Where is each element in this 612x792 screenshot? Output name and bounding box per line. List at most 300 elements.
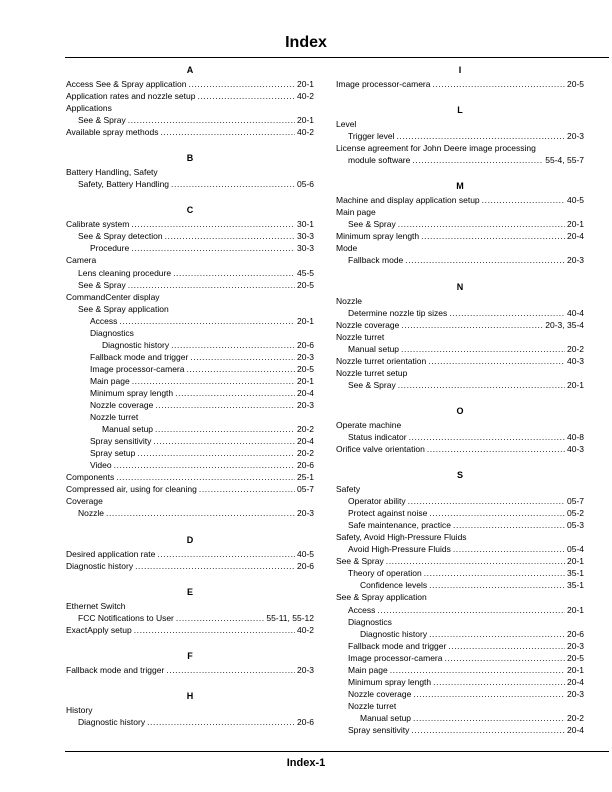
index-entry[interactable]	[336, 130, 584, 142]
page-reference: 30-1	[296, 219, 314, 230]
dot-leader	[429, 507, 565, 519]
dot-leader	[453, 543, 565, 555]
dot-leader	[412, 154, 543, 166]
index-entry[interactable]	[336, 78, 584, 90]
dot-leader	[408, 495, 565, 507]
index-entry[interactable]	[336, 519, 584, 531]
index-term: Components	[66, 472, 115, 483]
index-term: Procedure	[90, 243, 130, 254]
page-reference: 20-1	[296, 79, 314, 89]
dot-leader	[116, 471, 295, 483]
index-entry[interactable]	[66, 126, 314, 138]
index-term: Minimum spray length	[90, 387, 174, 398]
index-entry[interactable]	[66, 423, 314, 435]
index-entry[interactable]	[66, 327, 314, 339]
index-term: Nozzle	[336, 295, 362, 306]
dot-leader	[160, 126, 295, 138]
index-entry[interactable]	[66, 560, 314, 572]
index-column-left	[66, 64, 314, 728]
index-term: Image processor-camera	[348, 652, 443, 663]
index-entry[interactable]	[336, 295, 584, 307]
page-reference: 20-4	[566, 724, 584, 735]
page-footer: Index-1	[286, 757, 326, 769]
index-term: Spray setup	[90, 448, 136, 459]
page-reference: 20-5	[296, 363, 314, 374]
index-term: Machine and display application setup	[336, 195, 480, 206]
index-entry[interactable]	[66, 548, 314, 560]
index-term: Fallback mode	[348, 255, 404, 266]
section-letter: S	[456, 470, 463, 481]
page-reference: 40-5	[566, 195, 584, 206]
index-entry[interactable]	[336, 483, 584, 495]
index-entry[interactable]	[66, 507, 314, 519]
index-entry[interactable]	[66, 435, 314, 447]
page-reference: 35-1	[566, 580, 584, 591]
page-reference: 40-8	[566, 431, 584, 442]
index-term: Nozzle coverage	[90, 400, 154, 411]
dot-leader	[119, 315, 295, 327]
index-entry[interactable]	[66, 114, 314, 126]
index-entry[interactable]	[336, 712, 584, 724]
dot-leader	[401, 319, 543, 331]
page-reference: 20-3	[566, 640, 584, 651]
index-term: Diagnostic history	[360, 628, 428, 639]
dot-leader	[135, 560, 295, 572]
index-entry[interactable]	[336, 443, 584, 455]
section-letter: O	[456, 405, 464, 416]
index-entry[interactable]	[66, 230, 314, 242]
index-entry[interactable]	[66, 291, 314, 303]
index-entry[interactable]	[66, 375, 314, 387]
index-entry[interactable]	[336, 724, 584, 736]
index-entry[interactable]	[66, 411, 314, 423]
index-term: Fallback mode and trigger	[348, 640, 447, 651]
index-term: Diagnostic history	[102, 339, 170, 350]
dot-leader	[377, 604, 565, 616]
index-term: Image processor-camera	[90, 363, 185, 374]
index-entry[interactable]	[66, 351, 314, 363]
index-entry[interactable]	[336, 676, 584, 688]
index-term: Spray sensitivity	[348, 724, 410, 735]
index-term: Access See & Spray application	[66, 79, 187, 89]
index-entry[interactable]	[336, 367, 584, 379]
index-term: Diagnostics	[90, 327, 134, 338]
index-entry[interactable]	[336, 555, 584, 567]
dot-leader	[176, 612, 265, 624]
index-entry[interactable]	[66, 471, 314, 483]
page-reference: 20-1	[296, 115, 314, 126]
dot-leader	[429, 579, 565, 591]
index-term: Nozzle coverage	[348, 688, 412, 699]
index-entry[interactable]	[66, 704, 314, 716]
index-entry[interactable]	[336, 230, 584, 242]
index-entry[interactable]	[336, 154, 584, 166]
index-term: Lens cleaning procedure	[78, 267, 172, 278]
index-entry[interactable]	[336, 688, 584, 700]
header-rule	[65, 57, 609, 58]
dot-leader	[131, 242, 295, 254]
index-entry[interactable]	[66, 254, 314, 266]
index-entry[interactable]	[336, 242, 584, 254]
index-entry[interactable]	[66, 315, 314, 327]
index-term: Access	[90, 315, 118, 326]
index-entry[interactable]	[66, 363, 314, 375]
index-entry[interactable]	[66, 242, 314, 254]
index-term: Trigger level	[348, 131, 395, 142]
index-entry[interactable]	[66, 218, 314, 230]
dot-leader	[432, 78, 565, 90]
index-term: Operate machine	[336, 419, 402, 430]
index-term: Diagnostic history	[78, 716, 146, 727]
index-term: Avoid High-Pressure Fluids	[348, 544, 451, 555]
index-entry[interactable]	[336, 419, 584, 431]
index-entry[interactable]	[336, 531, 584, 543]
index-term: Diagnostics	[348, 616, 392, 627]
index-entry[interactable]	[336, 628, 584, 640]
page-reference: 05-6	[296, 179, 314, 190]
index-term: Minimum spray length	[348, 676, 432, 687]
page-reference: 40-2	[296, 624, 314, 635]
index-entry[interactable]	[336, 591, 584, 603]
index-term: Nozzle turret orientation	[336, 355, 427, 366]
index-entry[interactable]	[336, 700, 584, 712]
section-letter: D	[186, 534, 194, 545]
index-entry[interactable]	[66, 303, 314, 315]
dot-leader	[165, 230, 295, 242]
index-term: Theory of operation	[348, 568, 422, 579]
index-entry[interactable]	[336, 218, 584, 230]
index-term: History	[66, 704, 93, 715]
index-term: Safety, Avoid High-Pressure Fluids	[336, 532, 467, 543]
page-reference: 20-1	[566, 604, 584, 615]
dot-leader	[128, 279, 295, 291]
index-term: See & Spray application	[336, 592, 427, 603]
section-letter: L	[457, 105, 463, 116]
dot-leader	[396, 130, 565, 142]
page-reference: 40-2	[296, 91, 314, 102]
index-term: Status indicator	[348, 431, 407, 442]
index-term: Determine nozzle tip sizes	[348, 307, 448, 318]
index-entry[interactable]	[336, 567, 584, 579]
index-entry[interactable]	[336, 616, 584, 628]
index-entry[interactable]	[66, 387, 314, 399]
index-term: See & Spray	[348, 379, 396, 390]
section-letter: M	[456, 181, 464, 192]
index-entry[interactable]	[66, 483, 314, 495]
index-entry[interactable]	[336, 640, 584, 652]
page-reference: 20-6	[296, 716, 314, 727]
dot-leader	[155, 423, 295, 435]
page-reference: 55-4, 55-7	[545, 155, 584, 166]
dot-leader	[453, 519, 565, 531]
dot-leader	[190, 351, 295, 363]
dot-leader	[153, 435, 295, 447]
index-term: Operator ability	[348, 496, 406, 507]
index-entry[interactable]	[336, 579, 584, 591]
index-term: Ethernet Switch	[66, 600, 126, 611]
index-term: See & Spray	[78, 279, 126, 290]
dot-leader	[398, 379, 565, 391]
index-entry[interactable]	[66, 459, 314, 471]
index-entry[interactable]	[336, 543, 584, 555]
dot-leader	[421, 230, 565, 242]
index-term: Nozzle turret setup	[336, 367, 408, 378]
page-reference: 20-1	[296, 375, 314, 386]
index-entry[interactable]	[336, 142, 584, 154]
index-term: Access	[348, 604, 376, 615]
index-term: module software	[348, 155, 411, 166]
index-entry[interactable]	[336, 307, 584, 319]
dot-leader	[137, 447, 295, 459]
dot-leader	[448, 640, 565, 652]
dot-leader	[171, 178, 295, 190]
index-entry[interactable]	[66, 399, 314, 411]
section-letter: I	[458, 65, 462, 75]
dot-leader	[147, 716, 295, 728]
page-reference: 05-4	[566, 544, 584, 555]
page-reference: 20-3, 35-4	[545, 319, 584, 330]
index-term: Nozzle coverage	[336, 319, 400, 330]
page-title: Index	[285, 34, 327, 51]
section-letter: N	[456, 281, 464, 292]
index-term: See & Spray	[348, 219, 396, 230]
page-reference: 20-4	[296, 436, 314, 447]
index-term: Applications	[66, 103, 112, 114]
index-term: See & Spray detection	[78, 231, 163, 242]
dot-leader	[175, 387, 295, 399]
index-entry[interactable]	[66, 600, 314, 612]
page-reference: 20-3	[296, 508, 314, 519]
dot-leader	[427, 443, 565, 455]
dot-leader	[132, 375, 295, 387]
index-term: Protect against noise	[348, 508, 428, 519]
index-term: Main page	[348, 664, 388, 675]
page-reference: 40-3	[566, 443, 584, 454]
index-entry[interactable]	[336, 431, 584, 443]
page-reference: 55-11, 55-12	[266, 612, 314, 623]
page-reference: 20-4	[566, 231, 584, 242]
index-entry[interactable]	[66, 279, 314, 291]
index-term: Manual setup	[360, 712, 412, 723]
index-entry[interactable]	[336, 604, 584, 616]
page-reference: 20-1	[296, 315, 314, 326]
page-reference: 40-3	[566, 355, 584, 366]
dot-leader	[424, 567, 565, 579]
dot-leader	[173, 267, 295, 279]
dot-leader	[482, 194, 565, 206]
page-reference: 20-6	[296, 460, 314, 471]
index-entry[interactable]	[336, 331, 584, 343]
index-entry[interactable]	[336, 194, 584, 206]
index-entry[interactable]	[66, 339, 314, 351]
page-reference: 20-2	[566, 343, 584, 354]
index-term: Camera	[66, 255, 97, 266]
index-entry[interactable]	[336, 254, 584, 266]
dot-leader	[433, 676, 565, 688]
page-reference: 05-3	[566, 520, 584, 531]
page-reference: 05-7	[296, 484, 314, 495]
page-reference: 30-3	[296, 231, 314, 242]
index-term: CommandCenter display	[66, 291, 160, 302]
index-term: Available spray methods	[66, 127, 159, 138]
dot-leader	[405, 254, 565, 266]
index-entry[interactable]	[66, 624, 314, 636]
index-term: FCC Notifications to User	[78, 612, 174, 623]
dot-leader	[386, 555, 565, 567]
dot-leader	[155, 399, 295, 411]
page-reference: 20-3	[296, 400, 314, 411]
page-reference: 35-1	[566, 568, 584, 579]
page-reference: 40-2	[296, 127, 314, 138]
index-entry[interactable]	[66, 495, 314, 507]
dot-leader	[134, 624, 295, 636]
index-term: Safety, Battery Handling	[78, 179, 170, 190]
dot-leader	[413, 688, 565, 700]
section-letter: B	[186, 153, 194, 164]
index-entry[interactable]	[336, 495, 584, 507]
index-term: ExactApply setup	[66, 624, 132, 635]
index-term: Main page	[336, 207, 376, 218]
page-reference: 05-7	[566, 496, 584, 507]
page-reference: 20-3	[566, 131, 584, 142]
dot-leader	[398, 218, 565, 230]
index-term: Manual setup	[348, 343, 400, 354]
dot-leader	[106, 507, 295, 519]
index-term: License agreement for John Deere image processing	[336, 143, 536, 154]
index-term: Diagnostic history	[66, 560, 134, 571]
index-term: Nozzle turret	[336, 331, 385, 342]
index-term: See & Spray	[336, 556, 384, 567]
index-term: Main page	[90, 375, 130, 386]
index-entry[interactable]	[66, 166, 314, 178]
page-reference: 20-2	[566, 712, 584, 723]
page-reference: 20-2	[296, 424, 314, 435]
index-term: Level	[336, 119, 357, 130]
page-reference: 20-5	[566, 79, 584, 89]
index-term: Spray sensitivity	[90, 436, 152, 447]
index-term: Compressed air, using for cleaning	[66, 484, 197, 495]
page-reference: 40-4	[566, 307, 584, 318]
index-entry[interactable]	[66, 716, 314, 728]
index-term: Safety	[336, 484, 361, 495]
dot-leader	[401, 343, 565, 355]
index-entry[interactable]	[336, 206, 584, 218]
page-reference: 20-3	[566, 255, 584, 266]
index-entry[interactable]	[66, 102, 314, 114]
section-letter: H	[186, 690, 194, 701]
dot-leader	[128, 114, 295, 126]
index-term: Orifice valve orientation	[336, 443, 425, 454]
index-term: Battery Handling, Safety	[66, 167, 158, 178]
dot-leader	[157, 548, 295, 560]
index-entry[interactable]	[66, 90, 314, 102]
index-term: Safe maintenance, practice	[348, 520, 452, 531]
index-entry[interactable]	[336, 343, 584, 355]
dot-leader	[390, 664, 565, 676]
dot-leader	[166, 664, 295, 676]
dot-leader	[428, 355, 565, 367]
index-term: Video	[90, 460, 112, 471]
page-reference: 20-3	[296, 664, 314, 675]
index-term: Manual setup	[102, 424, 154, 435]
index-entry[interactable]	[336, 664, 584, 676]
index-entry[interactable]	[66, 178, 314, 190]
index-term: See & Spray application	[78, 303, 169, 314]
index-entry[interactable]	[336, 379, 584, 391]
section-letter: E	[186, 586, 193, 597]
index-term: Nozzle turret	[348, 700, 397, 711]
dot-leader	[188, 78, 295, 90]
index-entry[interactable]	[336, 319, 584, 331]
index-term: Nozzle	[78, 508, 104, 519]
index-term: Mode	[336, 243, 358, 254]
page-reference: 20-3	[296, 351, 314, 362]
index-entry[interactable]	[336, 652, 584, 664]
page-reference: 20-5	[566, 652, 584, 663]
dot-leader	[114, 459, 295, 471]
page-reference: 45-5	[296, 267, 314, 278]
index-term: Fallback mode and trigger	[66, 664, 165, 675]
index-term: Application rates and nozzle setup	[66, 91, 196, 102]
index-term: See & Spray	[78, 115, 126, 126]
page-reference: 20-4	[566, 676, 584, 687]
page-reference: 05-2	[566, 508, 584, 519]
dot-leader	[186, 363, 295, 375]
index-term: Desired application rate	[66, 548, 156, 559]
dot-leader	[449, 307, 565, 319]
index-entry[interactable]	[336, 355, 584, 367]
index-entry[interactable]	[66, 78, 314, 90]
index-entry[interactable]	[66, 664, 314, 676]
section-letter: F	[187, 650, 193, 661]
dot-leader	[131, 218, 295, 230]
section-letter: C	[186, 205, 194, 216]
dot-leader	[411, 724, 565, 736]
index-entry[interactable]	[66, 612, 314, 624]
dot-leader	[429, 628, 565, 640]
index-term: Fallback mode and trigger	[90, 351, 189, 362]
dot-leader	[197, 90, 295, 102]
page-reference: 20-4	[296, 387, 314, 398]
page-reference: 20-1	[566, 379, 584, 390]
page-reference: 20-6	[566, 628, 584, 639]
index-entry[interactable]	[336, 507, 584, 519]
index-entry[interactable]	[66, 267, 314, 279]
dot-leader	[409, 431, 565, 443]
page-reference: 20-2	[296, 448, 314, 459]
page-reference: 20-6	[296, 560, 314, 571]
index-term: Calibrate system	[66, 219, 130, 230]
index-entry[interactable]	[336, 118, 584, 130]
dot-leader	[199, 483, 295, 495]
section-letter: A	[186, 65, 194, 75]
page-reference: 40-5	[296, 548, 314, 559]
dot-leader	[413, 712, 565, 724]
index-term: Confidence levels	[360, 580, 428, 591]
page-reference: 20-1	[566, 664, 584, 675]
index-term: Minimum spray length	[336, 231, 420, 242]
page-reference: 20-1	[566, 219, 584, 230]
page-reference: 20-1	[566, 556, 584, 567]
index-term: Coverage	[66, 496, 103, 507]
index-term: Nozzle turret	[90, 412, 139, 423]
index-column-right	[336, 64, 584, 736]
dot-leader	[171, 339, 295, 351]
page-reference: 20-6	[296, 339, 314, 350]
page-reference: 20-3	[566, 688, 584, 699]
footer-rule	[65, 751, 609, 752]
index-entry[interactable]	[66, 447, 314, 459]
